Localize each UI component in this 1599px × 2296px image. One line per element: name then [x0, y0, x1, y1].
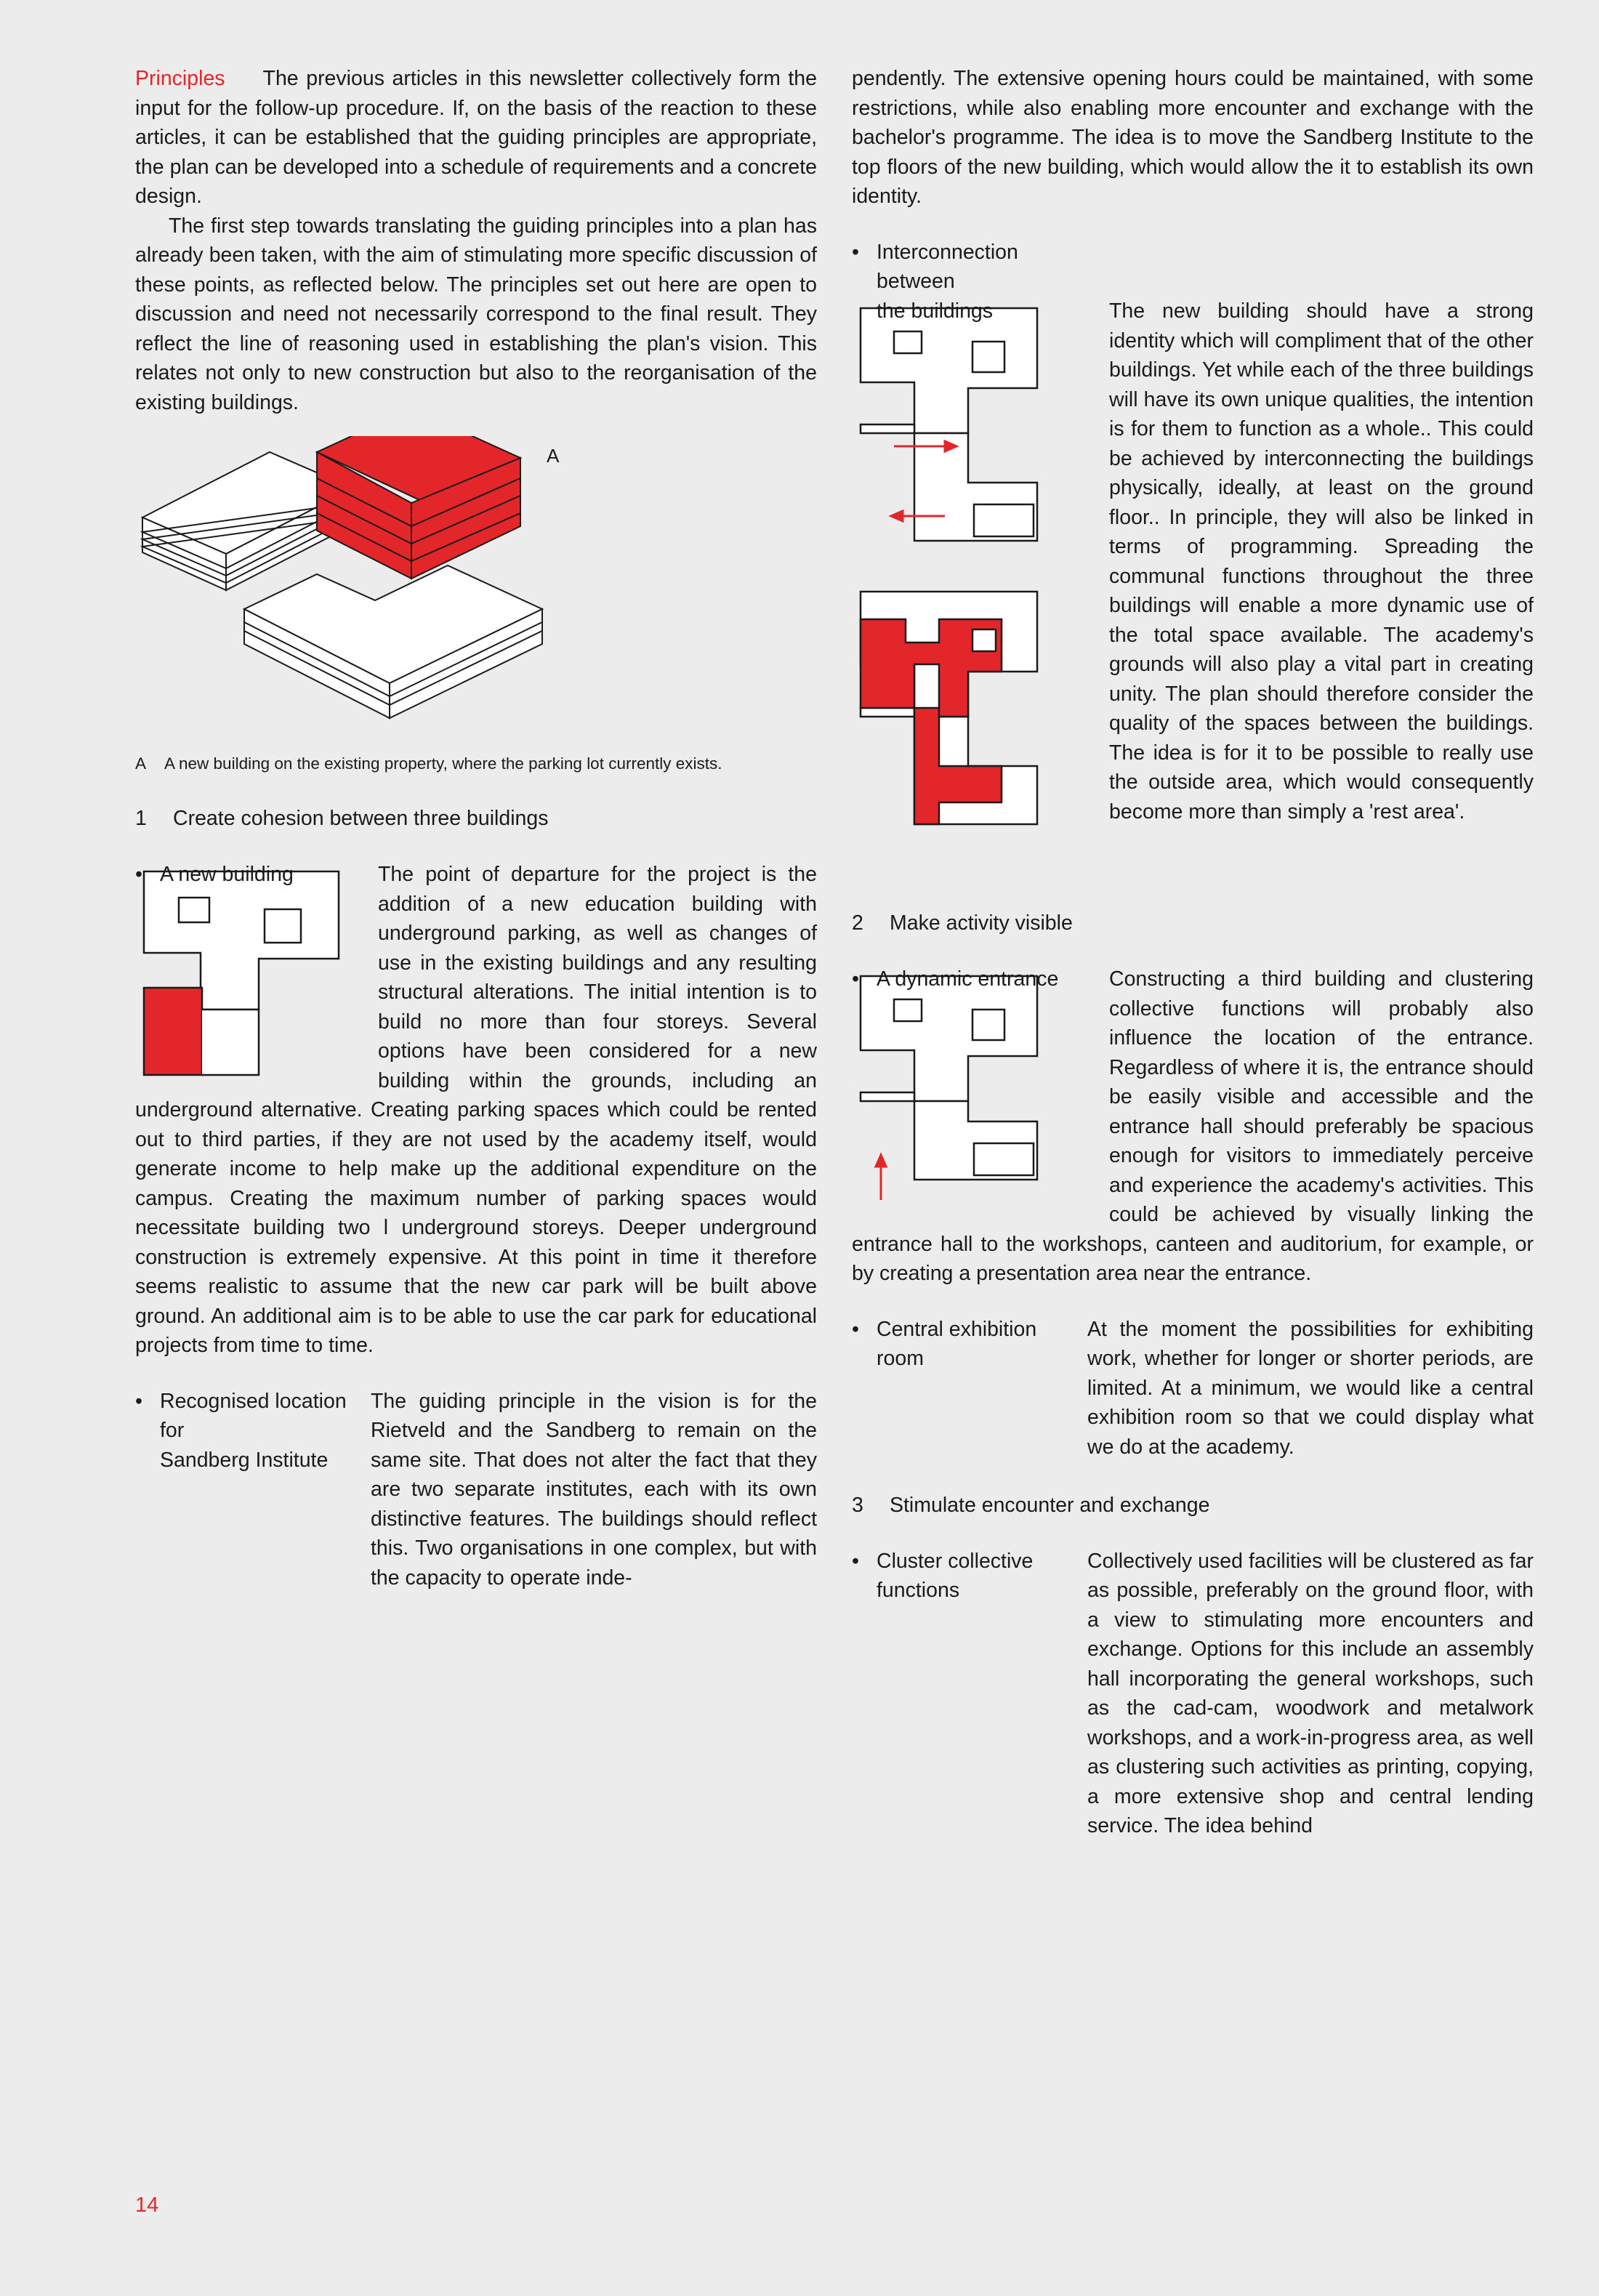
- section-3-heading: [852, 1491, 1534, 1520]
- label-line-2: Sandberg Institute: [160, 1448, 329, 1472]
- bullet-marker: •: [135, 862, 142, 886]
- section-1-heading: [135, 804, 817, 834]
- bullet-marker: •: [852, 967, 859, 991]
- bullet-new-building-label: A new building: [160, 862, 294, 886]
- intro-paragraph-text: The previous articles in this newsletter collectively form the input for the follow-up procedure. If, on the basis of the reaction to these articles, it can be established that the guiding principles are appropriate, the plan can be developed into a schedule of requirements and a concrete design.: [135, 67, 817, 208]
- section-3-title: Stimulate encounter and exchange: [890, 1494, 1210, 1517]
- label-line-1: Recognised location for: [160, 1389, 347, 1442]
- bullet-dynamic-entrance-body: [852, 964, 1534, 1289]
- section-1-title: Create cohesion between three buildings: [173, 807, 549, 830]
- bullet-cluster-text: Collectively used facilities will be clustered as far as possible, preferably on the ground floor, with a view to stimulating more encounters and exchange. Options for this include an assembly hall incorporating the general workshops, such as the cad-cam, woodwork and metalwork workshops, and a work-in-progress area, as well as clustering such activities as printing, copying, a more extensive shop and central lending service. The idea behind: [1087, 1549, 1534, 1837]
- figure-caption-key: A: [135, 754, 147, 773]
- section-2-heading: [852, 909, 1534, 938]
- continuation-paragraph: pendently. The extensive opening hours could be maintained, with some restrictions, while also enabling more encounter and exchange with the bachelor's programme. The idea is to move the Sandberg Institute to the top floors of the new building, which would allow the it to establish its own identity.: [852, 67, 1534, 208]
- label-line-2: the buildings: [877, 299, 994, 323]
- section-3-number: 3: [852, 1494, 863, 1517]
- bullet-marker: •: [852, 1549, 859, 1573]
- plan-diagram-new-building: [135, 864, 361, 1089]
- right-column: [852, 64, 1534, 1841]
- intro-paragraph: [135, 64, 817, 212]
- bullet-marker: •: [135, 1389, 142, 1413]
- figure-label-a: A: [547, 445, 560, 467]
- page-number: 14: [135, 2194, 159, 2217]
- bullet-new-building-body: [135, 860, 817, 1361]
- bullet-cluster-label: [877, 1547, 1087, 1841]
- bullet-recognised-location-text: The guiding principle in the vision is for the Rietveld and the Sandberg to remain on the same site. That does not alter the fact that they are two separate institutes, each with its own distinctive features. The buildings should reflect this. Two organisations in one complex, but with the capacity to operate inde-: [371, 1389, 817, 1590]
- second-paragraph: The first step towards translating the guiding principles into a plan has already been taken, with the aim of stimulating more specific discussion of these points, as reflected below. The principles set out here are open to discussion and need not necessarily correspond to the final result. They reflect the line of reasoning used in establishing the plan's vision. This relates not only to new construction but also to the reorganisation of the existing buildings.: [135, 214, 817, 414]
- isometric-illustration: [135, 436, 817, 741]
- label-line-1: Interconnection between: [877, 240, 1018, 293]
- entrance-arrow-icon: [876, 1155, 886, 1200]
- bullet-exhibition-label: Central exhibition room: [877, 1317, 1037, 1370]
- bullet-interconnection-text: The new building should have a strong identity which will compliment that of the other buildings. Yet while each of the three buildings will have its own unique qualities, the intention is for them to function as a whole.. This could be achieved by interconnecting the buildings physically, ideally, at least on the ground floor.. In principle, they will also be linked in terms of programming. Spreading the communal functions throughout the three buildings will enable a more dynamic use of the total space available. The academy's grounds will also play a vital part in creating unity. The plan should therefore consider the quality of the spaces between the buildings. The idea is for it to be possible to really use the outside area, which would consequently become more than simply a 'rest area'.: [1109, 299, 1534, 823]
- bullet-interconnection-body: [852, 297, 1534, 879]
- plan-diagram-entrance: [852, 969, 1092, 1209]
- label-line-1: Cluster collective: [877, 1549, 1034, 1573]
- bullet-marker: •: [852, 1317, 859, 1341]
- bullet-interconnection-label: [877, 238, 1087, 326]
- label-line-2: functions: [877, 1579, 960, 1602]
- figure-caption-text: A new building on the existing property, where the parking lot currently exists.: [164, 754, 722, 773]
- plan-diagram-interconnection-group: [852, 301, 1092, 875]
- bullet-marker: •: [852, 240, 859, 264]
- bullet-new-building-text: The point of departure for the project is the addition of a new education building with underground parking, as well as changes of use in the existing buildings and any resulting structural alterations. The initial intention is to build no more than four storeys. Several options have been considered for a new building within the grounds, including an underground alternative. Creating parking spaces which could be rented out to third parties, if they are not used by the academy itself, would generate income to help make up the additional expenditure on the campus. Creating the maximum number of parking spaces would necessitate building two l underground storeys. Deeper underground construction is extremely expensive. At this point in time it therefore seems realistic to assume that the new car park will be built above ground. An additional aim is to be able to use the car park for educational projects from time to time.: [135, 863, 817, 1357]
- left-column: [135, 64, 817, 1592]
- section-2-title: Make activity visible: [890, 911, 1073, 935]
- section-1-number: 1: [135, 807, 147, 830]
- bullet-cluster-head: [852, 1547, 1534, 1841]
- figure-caption: [135, 753, 817, 775]
- section-2-number: 2: [852, 911, 863, 935]
- isometric-figure: [135, 436, 817, 741]
- bullet-exhibition-text: At the moment the possibilities for exhibiting work, whether for longer or shorter periods, are limited. At a minimum, we would like a central exhibition room so that we could display what we do at the academy.: [1087, 1317, 1534, 1459]
- bullet-recognised-location-head: [135, 1387, 817, 1593]
- bullet-dynamic-entrance-text: Constructing a third building and clustering collective functions will probably also influence the location of the entrance. Regardless of where it is, the entrance should be easily visible and accessible and the entrance hall should preferably be spacious enough for visitors to immediately perceive and experience the academy's activities. This could be achieved by visually linking the entrance hall to the workshops, canteen and auditorium, for example, or by creating a presentation area near the entrance.: [852, 967, 1534, 1285]
- bullet-recognised-location-label: [160, 1387, 371, 1593]
- principles-label: Principles: [135, 67, 225, 90]
- bullet-exhibition-head: [852, 1315, 1534, 1462]
- bullet-dynamic-entrance-label: A dynamic entrance: [877, 967, 1059, 991]
